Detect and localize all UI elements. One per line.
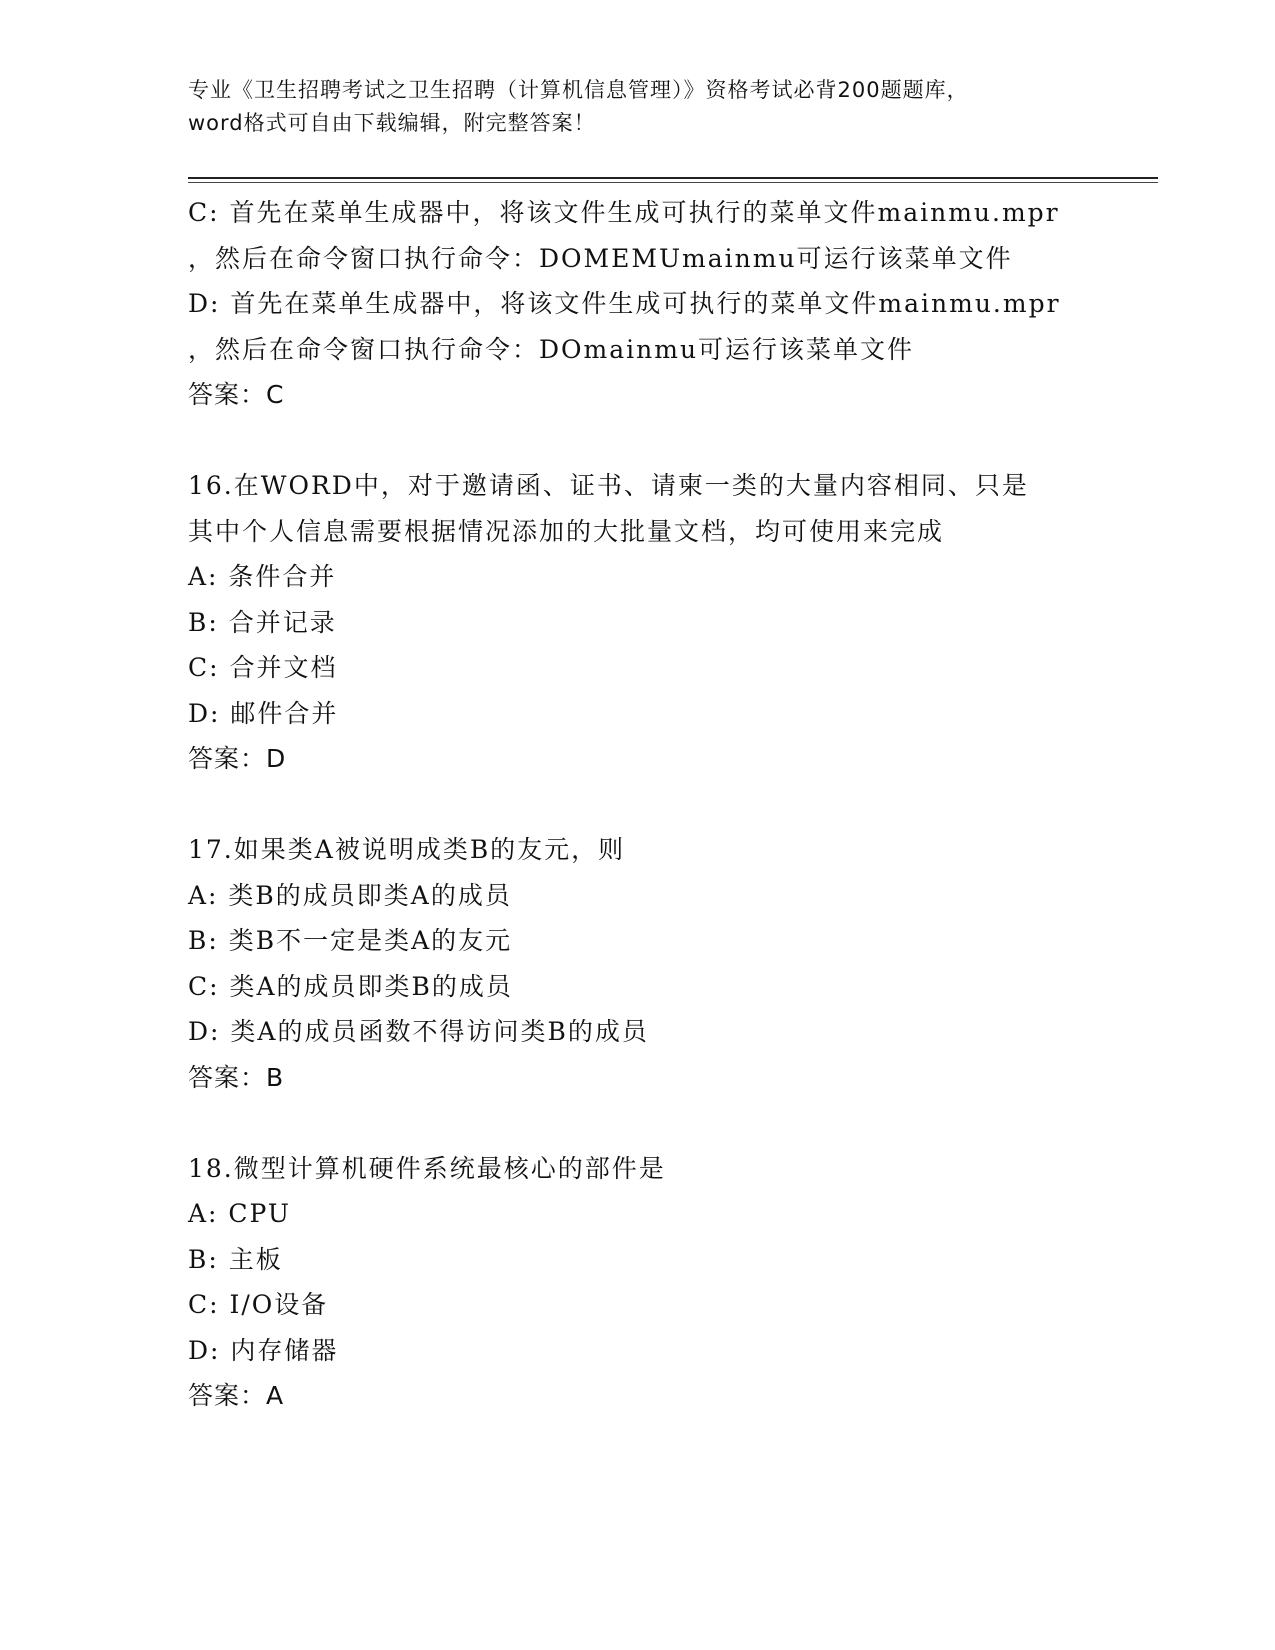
question-list xyxy=(188,190,1158,1418)
option-d-line-1: D: 首先在菜单生成器中，将该文件生成可执行的菜单文件mainmu.mpr xyxy=(188,289,1061,318)
header-divider-thick xyxy=(188,177,1158,179)
option-c-line-2: ，然后在命令窗口执行命令：DOMEMUmainmu可运行该菜单文件 xyxy=(188,243,1013,273)
option-c: C: 合并文档 xyxy=(188,653,338,682)
option-d: D: 类A的成员函数不得访问类B的成员 xyxy=(188,1017,649,1046)
question-stem-line: 其中个人信息需要根据情况添加的大批量文档，均可使用来完成 xyxy=(188,516,945,546)
option-b: B: 主板 xyxy=(188,1244,283,1274)
question-stem-line: 16.在WORD中，对于邀请函、证书、请柬一类的大量内容相同、只是 xyxy=(188,471,1029,500)
option-c-line-1: C: 首先在菜单生成器中，将该文件生成可执行的菜单文件mainmu.mpr xyxy=(188,198,1060,227)
answer-line: 答案：B xyxy=(188,1062,285,1092)
question-17 xyxy=(188,827,1158,1100)
question-spacer xyxy=(188,781,1158,827)
question-15-continued xyxy=(188,190,1158,417)
option-a: A: 条件合并 xyxy=(188,562,337,591)
question-stem-line: 18.微型计算机硬件系统最核心的部件是 xyxy=(188,1153,666,1183)
question-stem-line: 17.如果类A被说明成类B的友元，则 xyxy=(188,835,626,864)
option-b: B: 类B不一定是类A的友元 xyxy=(188,926,513,955)
header-title-line-1: 专业《卫生招聘考试之卫生招聘（计算机信息管理）》资格考试必背200题题库， xyxy=(188,78,969,102)
question-spacer xyxy=(188,1100,1158,1146)
option-a: A: 类B的成员即类A的成员 xyxy=(188,880,512,910)
option-b: B: 合并记录 xyxy=(188,607,337,637)
option-c: C: 类A的成员即类B的成员 xyxy=(188,971,513,1001)
option-d: D: 内存储器 xyxy=(188,1335,339,1365)
document-header xyxy=(188,74,1088,140)
answer-line: 答案：C xyxy=(188,380,285,409)
header-title-line-2: word格式可自由下载编辑，附完整答案！ xyxy=(188,111,596,135)
answer-line: 答案：A xyxy=(188,1381,285,1410)
header-divider-thin xyxy=(188,182,1158,183)
option-d-line-2: ，然后在命令窗口执行命令：DOmainmu可运行该菜单文件 xyxy=(188,334,915,364)
option-c: C: I/O设备 xyxy=(188,1290,329,1319)
question-16 xyxy=(188,463,1158,781)
question-18 xyxy=(188,1146,1158,1419)
option-a: A: CPU xyxy=(188,1199,292,1228)
option-d: D: 邮件合并 xyxy=(188,698,339,728)
answer-line: 答案：D xyxy=(188,744,287,773)
question-spacer xyxy=(188,417,1158,463)
